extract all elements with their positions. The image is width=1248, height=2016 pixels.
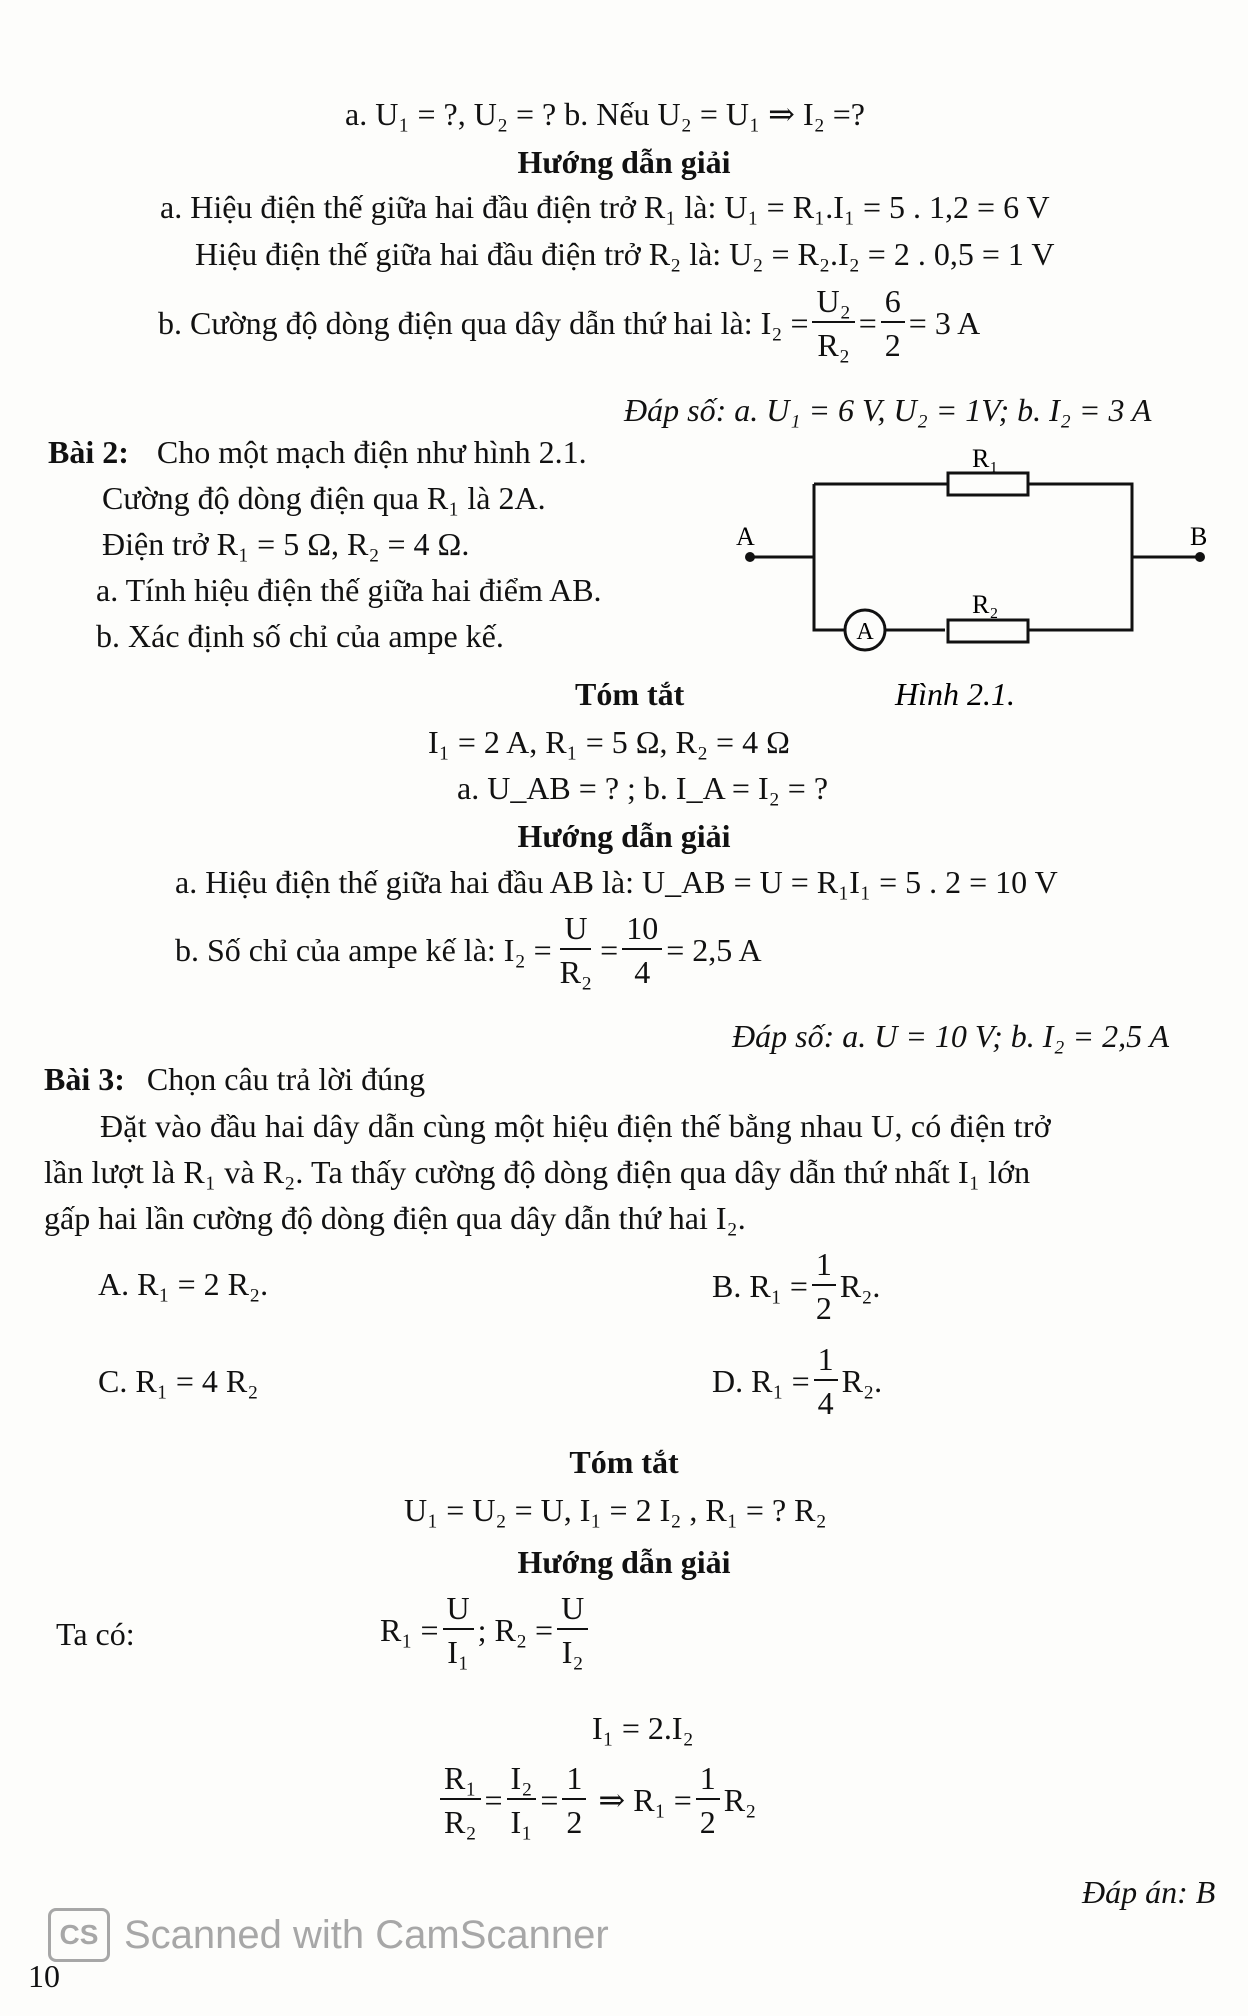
equation-3: $\frac{\text{R₁}}{\text{R₂}}$ = $\frac{\text{I₂}}{\text{I₁}}$ = $\frac{1}{2}$ ⇒ R₁ = $\frac{1}{2}$ R₂	[436, 1762, 756, 1838]
eq3-fraction-r1-r2: $\frac{\text{R₁}}{\text{R₂}}$	[440, 1762, 481, 1838]
bai2-question-b: b. Xác định số chỉ của ampe kế.	[96, 618, 504, 654]
bai2-fraction-10-4: $\frac{10}{4}$	[622, 912, 662, 988]
label-a: A	[736, 522, 755, 551]
equation-2: I₁ = 2.I₂	[592, 1710, 694, 1746]
bai3-answer: Đáp án: B	[1082, 1874, 1216, 1910]
option-b: B. R₁ = $\frac{1}{2}$ R₂.	[712, 1246, 881, 1326]
bai2-intro: Cho một mạch điện như hình 2.1.	[156, 434, 587, 470]
label-b: B	[1190, 522, 1208, 551]
prev-fraction-6-2: $\frac{6}{2}$	[881, 285, 905, 361]
bai2-summary-title: Tóm tắt	[575, 676, 685, 712]
bai3-summary-title: Tóm tắt	[569, 1444, 679, 1480]
bai2-given2: Điện trở R₁ = 5 Ω, R₂ = 4 Ω.	[102, 526, 470, 562]
bai2-given1: Cường độ dòng điện qua R₁ là 2A.	[102, 480, 546, 516]
watermark-text: Scanned with CamScanner	[124, 1912, 609, 1957]
eq3-fraction-1-2-b: $\frac{1}{2}$	[696, 1762, 720, 1838]
eq3-fraction-1-2: $\frac{1}{2}$	[562, 1762, 586, 1838]
bai2-summary2: a. U_AB = ? ; b. I_A = I₂ = ?	[457, 770, 829, 806]
ammeter-label: A	[856, 619, 874, 645]
prev-fraction-u2-r2: $\frac{\text{U₂}}{\text{R₂}}$	[812, 285, 854, 361]
bai2-solution-a: a. Hiệu điện thế giữa hai đầu AB là: U_AB = U = R₁I₁ = 5 . 2 = 10 V	[175, 864, 1058, 900]
prev-result: = 3 A	[908, 305, 981, 341]
camscanner-logo-icon: CS	[48, 1908, 110, 1962]
bai2-result: = 2,5 A	[666, 932, 762, 968]
bai3-text2: lần lượt là R₁ và R₂. Ta thấy cường độ dòng điện qua dây dẫn thứ nhất I₁ lớn	[44, 1154, 1031, 1190]
bai3-guide-title: Hướng dẫn giải	[517, 1544, 731, 1580]
option-a: A. R₁ = 2 R₂.	[98, 1266, 269, 1302]
eq1-fraction-u-i2: $\frac{U}{\text{I₂}}$	[557, 1592, 588, 1668]
bai3-heading	[44, 1063, 425, 1095]
bai2-solution-b: b. Số chỉ của ampe kế là: I₂ = $\frac{U}{\text{R₂}}$ = $\frac{10}{4}$ = 2,5 A	[175, 910, 762, 990]
resistor-r2	[948, 620, 1028, 642]
equation-1: R₁ = $\frac{U}{\text{I₁}}$ ; R₂ = $\frac{U}{\text{I₂}}$	[380, 1592, 592, 1668]
resistor-r1	[948, 473, 1028, 495]
option-c: C. R₁ = 4 R₂	[98, 1363, 259, 1399]
bai2-heading	[48, 436, 587, 468]
eq3-fraction-i2-i1: $\frac{\text{I₂}}{\text{I₁}}$	[507, 1762, 537, 1838]
option-d: D. R₁ = $\frac{1}{4}$ R₂.	[712, 1341, 883, 1421]
option-d-fraction: $\frac{1}{4}$	[814, 1343, 838, 1419]
prev-solution-b-text: b. Cường độ dòng điện qua dây dẫn thứ hai là: I₂ =	[158, 305, 809, 341]
bai2-summary1: I₁ = 2 A, R₁ = 5 Ω, R₂ = 4 Ω	[428, 724, 790, 760]
bai2-fraction-u-r2: $\frac{U}{\text{R₂}}$	[559, 910, 593, 990]
terminal-a	[745, 552, 755, 562]
camscanner-watermark	[48, 1908, 609, 1962]
circuit-diagram	[730, 440, 1230, 730]
prev-answer: Đáp số: a. U₁ = 6 V, U₂ = 1V; b. I₂ = 3 A	[624, 392, 1152, 428]
prev-solution-b: b. Cường độ dòng điện qua dây dẫn thứ hai là: I₂ = $\frac{\text{U₂}}{\text{R₂}}$ = $\frac{6}{2}$ = 3 A	[158, 283, 981, 363]
ta-co: Ta có:	[56, 1616, 135, 1652]
bai3-summary: U₁ = U₂ = U, I₁ = 2 I₂ , R₁ = ? R₂	[404, 1492, 827, 1528]
prev-question: a. U₁ = ?, U₂ = ? b. Nếu U₂ = U₁ ⇒ I₂ =?	[345, 96, 865, 132]
label-r1: R₁	[972, 444, 999, 473]
label-r2: R₂	[972, 590, 999, 619]
bai2-solution-b-text: b. Số chỉ của ampe kế là: I₂ =	[175, 932, 552, 968]
terminal-b	[1195, 552, 1205, 562]
prev-solution-a1: a. Hiệu điện thế giữa hai đầu điện trở R₁ là: U₁ = R₁.I₁ = 5 . 1,2 = 6 V	[160, 189, 1050, 225]
bai2-label: Bài 2:	[48, 434, 129, 470]
bai3-text1: Đặt vào đầu hai dây dẫn cùng một hiệu điện thế bằng nhau U, có điện trở	[100, 1108, 1051, 1144]
bai3-intro: Chọn câu trả lời đúng	[146, 1061, 426, 1097]
figure-caption: Hình 2.1.	[895, 676, 1015, 712]
page-number: 10	[28, 1958, 60, 1994]
eq1-fraction-u-i1: $\frac{U}{\text{I₁}}$	[443, 1592, 474, 1668]
bai2-question-a: a. Tính hiệu điện thế giữa hai điểm AB.	[96, 572, 602, 608]
bai3-label: Bài 3:	[44, 1061, 125, 1097]
option-b-fraction: $\frac{1}{2}$	[812, 1248, 836, 1324]
prev-guide-title: Hướng dẫn giải	[517, 144, 731, 180]
bai3-text3: gấp hai lần cường độ dòng điện qua dây dẫn thứ hai I₂.	[44, 1200, 746, 1236]
bai2-guide-title: Hướng dẫn giải	[517, 818, 731, 854]
bai2-answer: Đáp số: a. U = 10 V; b. I₂ = 2,5 A	[732, 1018, 1170, 1054]
prev-solution-a2: Hiệu điện thế giữa hai đầu điện trở R₂ là: U₂ = R₂.I₂ = 2 . 0,5 = 1 V	[195, 236, 1055, 272]
